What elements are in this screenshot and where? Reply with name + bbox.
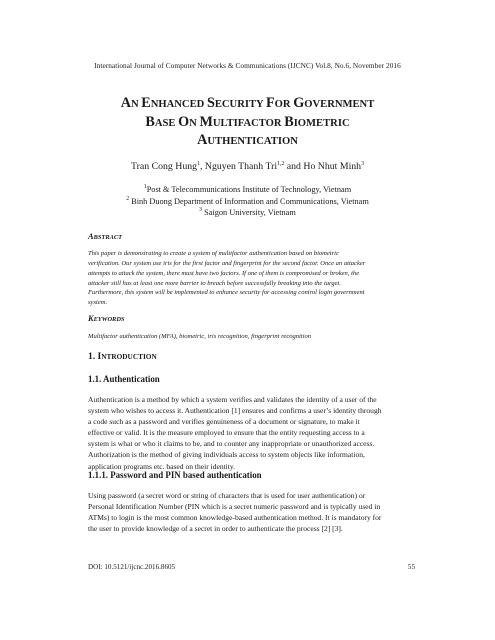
author-name: and Ho Nhut Minh (284, 161, 362, 172)
abstract-line: Furthermore, this system will be implemented to enhance security for accessing control login government (88, 289, 365, 297)
text-line: a code such as a password and verifies genuineness of a document or signature, to make it (88, 417, 360, 427)
text-line: system who wishes to access it. Authentication [1] ensures and confirms a user’s identity through (88, 406, 382, 416)
subsection-heading-password-pin: 1.1.1. Password and PIN based authentication (88, 470, 262, 480)
abstract-line: This paper is demonstrating to create a system of multifactor authentication based on biometric (88, 250, 339, 257)
subsection-heading-authentication: 1.1. Authentication (88, 374, 160, 384)
paragraph-password-pin (88, 490, 416, 534)
doi-footer: DOI: 10.5121/ijcnc.2016.8605 (88, 563, 176, 571)
title-line-1: AN ENHANCED SECURITY FOR GOVERNMENT (120, 95, 375, 111)
section-heading-introduction: 1. INTRODUCTION (88, 352, 157, 362)
text-line: Personal Identification Number (PIN which is a secret numeric password and is typically used in (88, 502, 381, 512)
author-affil-mark: 3 (361, 161, 364, 167)
text-line: system is what or who it claims to be, and to counter any inappropriate or unauthorized access. (88, 439, 375, 449)
keywords-heading: KEYWORDS (88, 314, 125, 323)
affiliation-line: $^3$ Saigon University, Vietnam (199, 207, 296, 217)
title-line-2: BASE ON MULTIFACTOR BIOMETRIC (145, 113, 350, 130)
text-line: application programs etc. based on their identity. (88, 461, 236, 471)
abstract-line: attacker still has at least one more barrier to breach before successfully breaking into the target. (88, 279, 341, 287)
abstract-line: verification. Our system use iris for the first factor and fingerprint for the second factor. Once an attacker (88, 259, 366, 267)
affiliations (0, 184, 495, 219)
title-line-3: AUTHENTICATION (197, 132, 298, 148)
text-line: the user to provide knowledge of a secret in order to authenticate the process [2] [3]. (88, 524, 343, 534)
author-name: Tran Cong Hung (131, 161, 198, 172)
paragraph-authentication (88, 394, 416, 472)
author-affil-mark: 1,2 (277, 161, 285, 167)
journal-header: International Journal of Computer Networks & Communications (IJCNC) Vol.8, No.6, November 2016 (94, 61, 401, 70)
affiliation-line: $^2$ Binh Duong Department of Information and Communications, Vietnam (126, 195, 369, 206)
text-line: ATMs) to login is the most common knowledge-based authentication method. It is mandatory for (88, 513, 382, 523)
paper-title (40, 95, 455, 151)
author-affil-mark: 1 (197, 161, 200, 167)
abstract-heading: ABSTRACT (88, 232, 123, 241)
text-line: Using password (a secret word or string of characters that is used for user authentication) or (88, 491, 366, 500)
page-number: 55 (407, 563, 415, 571)
abstract-line: attempts to attack the system, there must have two factors. If one of them is compromised or broken, the (88, 269, 360, 277)
abstract-text (88, 249, 416, 308)
keywords-text: Multifactor authentication (MFA), biometric, iris recognition, fingerprint recognition (88, 333, 312, 340)
author-name: , Nguyen Thanh Tri (199, 161, 278, 172)
text-line: Authentication is a method by which a system verifies and validates the identity of a user of the (88, 395, 377, 404)
abstract-line: system. (88, 299, 108, 307)
text-line: Authorization is the method of giving individuals access to system objects like information, (88, 450, 365, 460)
text-line: effective or valid. It is the measure employed to ensure that the entity requesting access to a (88, 428, 365, 438)
author-list (0, 161, 495, 172)
affiliation-line: $^1$Post & Telecommunications Institute of Technology, Vietnam (143, 184, 352, 194)
